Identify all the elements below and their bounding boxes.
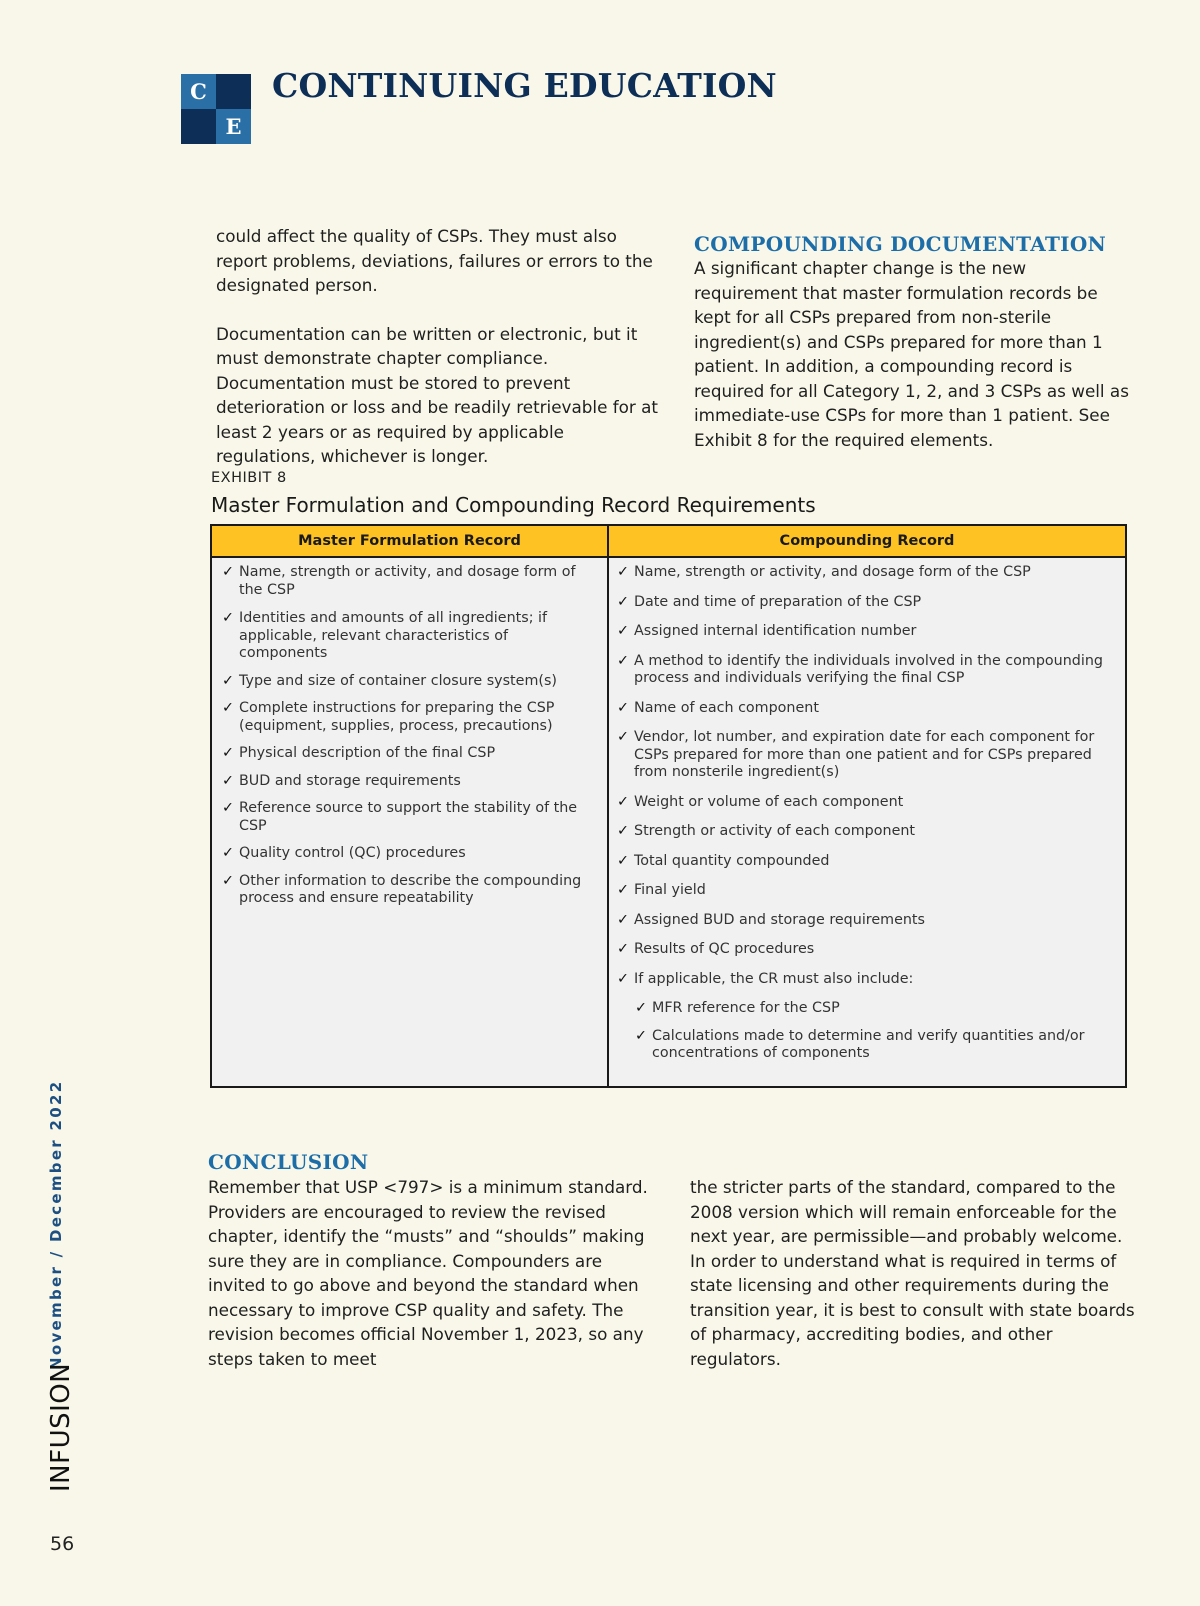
column-header-master-formulation: Master Formulation Record	[212, 526, 609, 556]
column-header-compounding-record: Compounding Record	[779, 533, 955, 549]
ce-logo-c: C	[181, 74, 216, 109]
page-number: 56	[50, 1533, 75, 1555]
left-column-top	[216, 224, 666, 469]
compounding-record-list	[617, 564, 1117, 1063]
ce-logo-e: E	[216, 109, 251, 144]
list-item: ✓ Total quantity compounded	[617, 853, 1117, 871]
list-item: ✓ Name of each component	[617, 700, 1117, 718]
requirements-table	[210, 524, 1127, 1088]
paragraph: could affect the quality of CSPs. They must also report problems, deviations, failures or errors to the designated person.	[216, 226, 653, 295]
ce-logo-block	[181, 109, 216, 144]
conclusion-heading: CONCLUSION	[208, 1150, 369, 1174]
list-subitem: ✓ Calculations made to determine and verify quantities and/or concentrations of components	[635, 1028, 1117, 1063]
list-item: ✓ Date and time of preparation of the CSP	[617, 594, 1117, 612]
list-item: ✓ Assigned internal identification number	[617, 623, 1117, 641]
list-item: ✓ Vendor, lot number, and expiration date for each component for CSPs prepared for more than one patient and for CSPs prepared from nonsterile ingredient(s)	[617, 729, 1117, 782]
list-item: ✓ Other information to describe the compounding process and ensure repeatability	[222, 873, 592, 908]
list-item: ✓ Identities and amounts of all ingredients; if applicable, relevant characteristics of components	[222, 610, 592, 663]
paragraph: Documentation can be written or electronic, but it must demonstrate chapter compliance. Documentation must be stored to prevent deterioration or loss and be readily retrievable for at least 2 years or as required by applicable regulations, whichever is longer.	[216, 323, 658, 466]
list-item: ✓ A method to identify the individuals involved in the compounding process and individuals verifying the final CSP	[617, 653, 1117, 688]
list-item: ✓ Type and size of container closure system(s)	[222, 673, 592, 691]
list-item: ✓ Strength or activity of each component	[617, 823, 1117, 841]
table-divider	[607, 556, 609, 1086]
list-item: ✓ Name, strength or activity, and dosage form of the CSP	[617, 564, 1117, 582]
ce-logo	[181, 74, 251, 144]
list-item: ✓ If applicable, the CR must also include:	[617, 971, 1117, 989]
issue-date: November / December 2022	[47, 1079, 65, 1370]
list-item: ✓ Complete instructions for preparing the CSP (equipment, supplies, process, precautions)	[222, 700, 592, 735]
list-item: ✓ Physical description of the final CSP	[222, 745, 592, 763]
exhibit-label: EXHIBIT 8	[211, 470, 287, 486]
list-item: ✓ Weight or volume of each component	[617, 794, 1117, 812]
table-header	[212, 526, 1125, 558]
list-item: ✓ Reference source to support the stability of the CSP	[222, 800, 592, 835]
compounding-documentation-heading: COMPOUNDING DOCUMENTATION	[694, 232, 1107, 256]
exhibit-title: Master Formulation and Compounding Record Requirements	[211, 493, 816, 517]
conclusion-left-text: Remember that USP <797> is a minimum standard. Providers are encouraged to review the revised chapter, identify the “musts” and “shoulds” making sure they are in compliance. Compounders are invited to go above and beyond the standard when necessary to improve CSP quality and safety. The revision becomes official November 1, 2023, so any steps taken to meet	[208, 1177, 648, 1369]
list-item: ✓ BUD and storage requirements	[222, 773, 592, 791]
compounding-documentation-section	[694, 232, 1134, 452]
ce-logo-block	[216, 74, 251, 109]
conclusion-right-text: the stricter parts of the standard, compared to the 2008 version which will remain enforceable for the next year, are permissible—and probably welcome. In order to understand what is required in terms of state licensing and other requirements during the transition year, it is best to consult with state boards of pharmacy, accrediting bodies, and other regulators.	[690, 1177, 1135, 1369]
list-item: ✓ Final yield	[617, 882, 1117, 900]
list-item: ✓ Results of QC procedures	[617, 941, 1117, 959]
section-title: CONTINUING EDUCATION	[272, 66, 777, 105]
list-item: ✓ Name, strength or activity, and dosage form of the CSP	[222, 564, 592, 599]
list-item: ✓ Assigned BUD and storage requirements	[617, 912, 1117, 930]
master-formulation-list	[222, 564, 592, 908]
list-item: ✓ Quality control (QC) procedures	[222, 845, 592, 863]
list-subitem: ✓ MFR reference for the CSP	[635, 1000, 1117, 1018]
compounding-documentation-text: A significant chapter change is the new requirement that master formulation records be kept for all CSPs prepared from non-sterile ingredient(s) and CSPs prepared for more than 1 patient. In addition, a compounding record is required for all Category 1, 2, and 3 CSPs as well as immediate-use CSPs for more than 1 patient. See Exhibit 8 for the required elements.	[694, 258, 1129, 450]
magazine-logo: INFUSION	[46, 1362, 76, 1492]
